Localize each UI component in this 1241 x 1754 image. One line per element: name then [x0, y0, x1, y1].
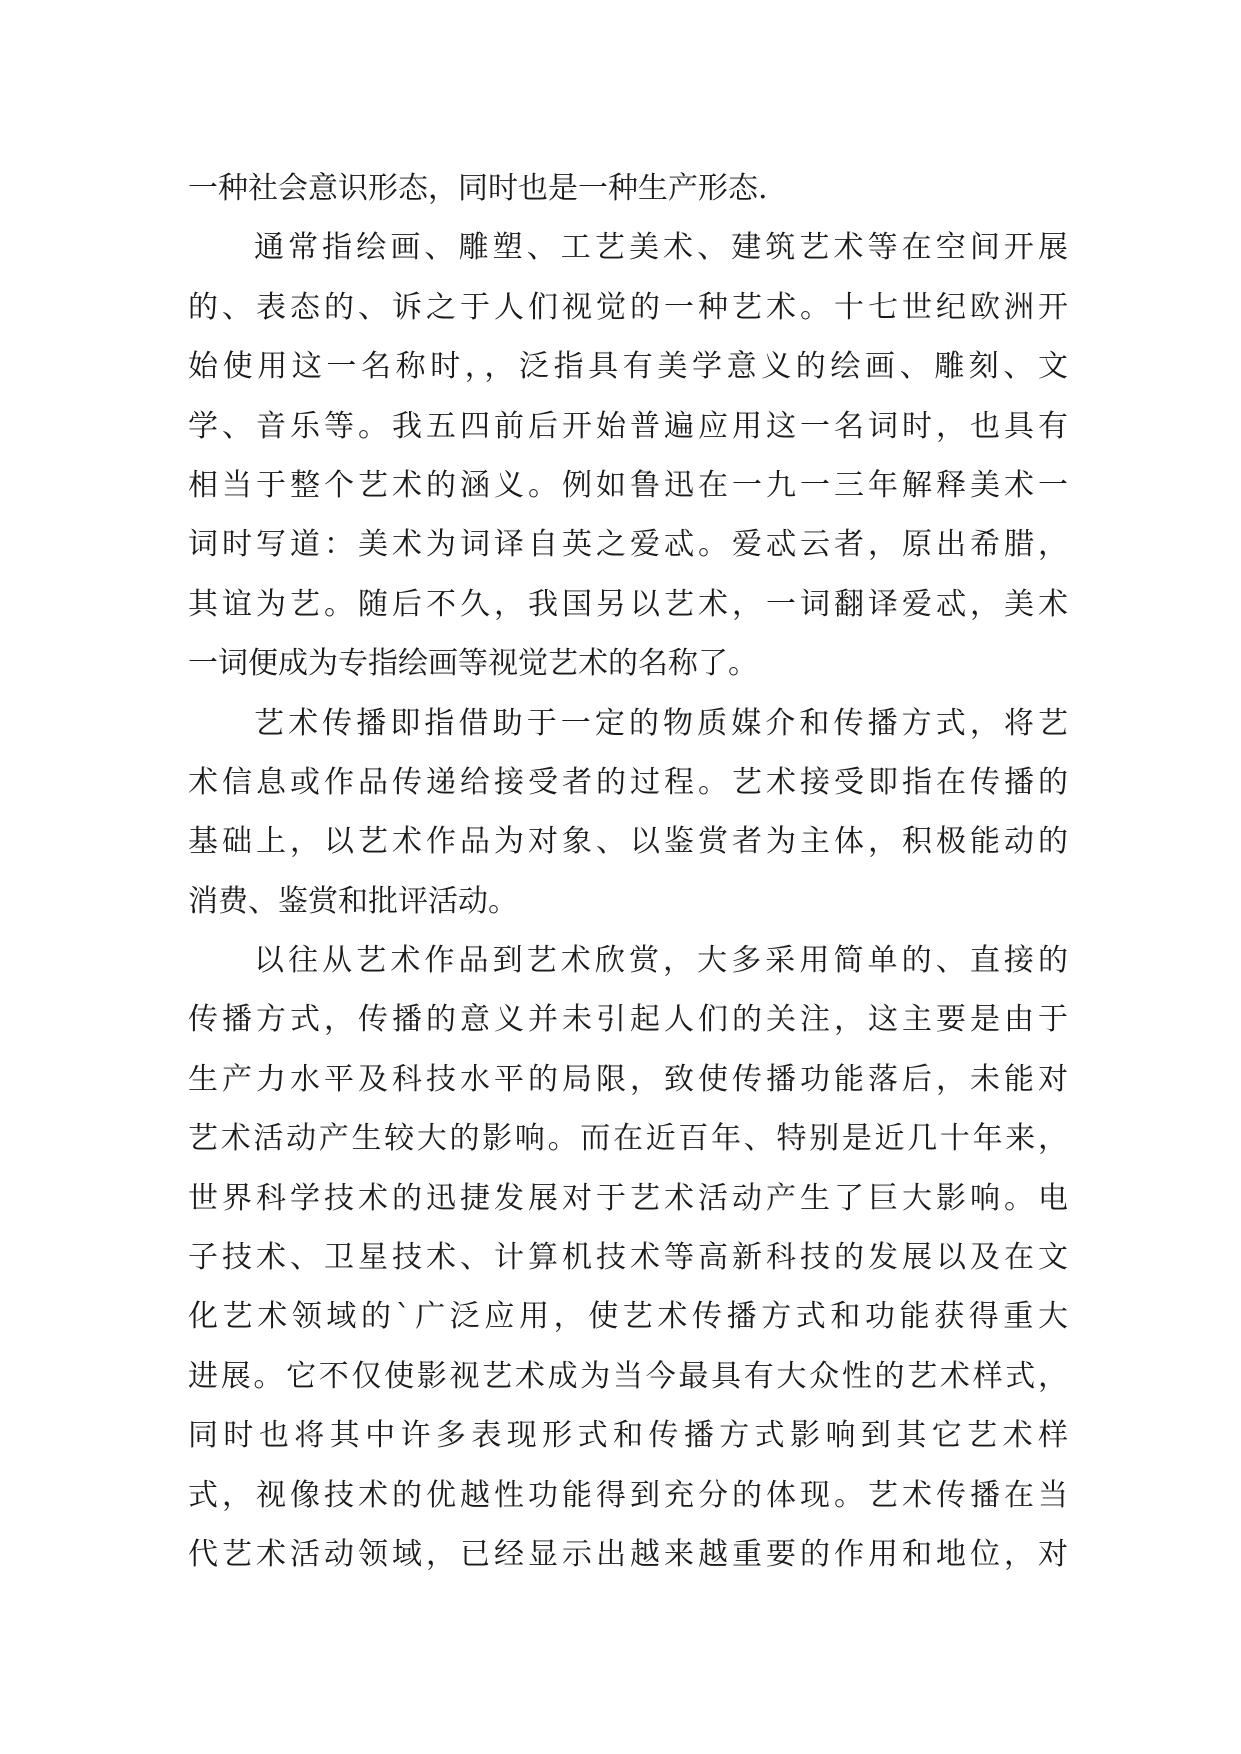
text-line: 其谊为艺。随后不久，我国另以艺术，一词翻译爱忒，美术 [188, 586, 1068, 622]
text-line: 相当于整个艺术的涵义。例如鲁迅在一九一三年解释美术一 [188, 467, 1068, 503]
text-line: 式，视像技术的优越性功能得到充分的体现。艺术传播在当 [188, 1477, 1068, 1513]
text-line: 一词便成为专指绘画等视觉艺术的名称了。 [188, 646, 758, 682]
text-line: 学、音乐等。我五四前后开始普遍应用这一名词时，也具有 [188, 408, 1068, 444]
body-text [188, 159, 1068, 1584]
paragraph-first-line: 以往从艺术作品到艺术欣赏，大多采用简单的、直接的 [254, 943, 1068, 979]
text-line: 传播方式，传播的意义并未引起人们的关注，这主要是由于 [188, 1002, 1068, 1038]
text-line: 生产力水平及科技水平的局限，致使传播功能落后，未能对 [188, 1061, 1068, 1097]
text-line: 代艺术活动领域，已经显示出越来越重要的作用和地位，对 [188, 1536, 1068, 1572]
text-line: 消费、鉴赏和批评活动。 [188, 883, 518, 919]
text-line: 化艺术领域的`广泛应用，使艺术传播方式和功能获得重大 [188, 1299, 1068, 1335]
text-line: 词时写道：美术为词译自英之爱忒。爱忒云者，原出希腊， [188, 527, 1068, 563]
text-line: 世界科学技术的迅捷发展对于艺术活动产生了巨大影响。电 [188, 1180, 1068, 1216]
paragraph-first-line: 艺术传播即指借助于一定的物质媒介和传播方式，将艺 [254, 705, 1068, 741]
text-line: 艺术活动产生较大的影响。而在近百年、特别是近几十年来， [188, 1121, 1068, 1157]
text-line: 术信息或作品传递给接受者的过程。艺术接受即指在传播的 [188, 764, 1068, 800]
text-line: 始使用这一名称时，，泛指具有美学意义的绘画、雕刻、文 [188, 349, 1068, 385]
paragraph-first-line: 通常指绘画、雕塑、工艺美术、建筑艺术等在空间开展 [254, 230, 1068, 266]
text-line: 进展。它不仅使影视艺术成为当今最具有大众性的艺术样式， [188, 1358, 1068, 1394]
text-line: 同时也将其中许多表现形式和传播方式影响到其它艺术样 [188, 1418, 1068, 1454]
text-line: 一种社会意识形态，同时也是一种生产形态. [188, 171, 768, 206]
text-line: 的、表态的、诉之于人们视觉的一种艺术。十七世纪欧洲开 [188, 289, 1068, 325]
text-line: 子技术、卫星技术、计算机技术等高新科技的发展以及在文 [188, 1240, 1068, 1276]
text-line: 基础上，以艺术作品为对象、以鉴赏者为主体，积极能动的 [188, 824, 1068, 860]
